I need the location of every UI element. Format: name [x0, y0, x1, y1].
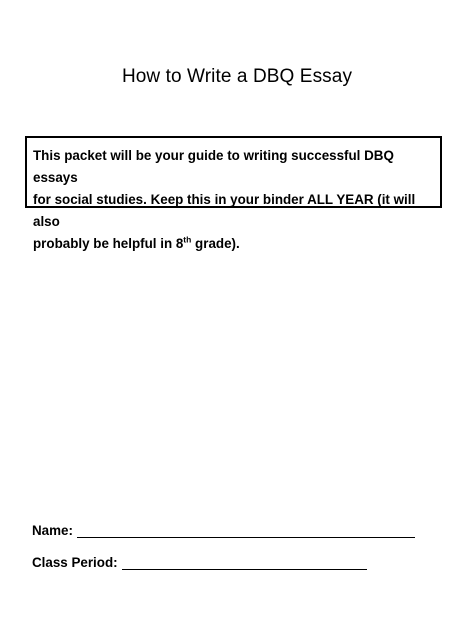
intro-box [25, 136, 442, 251]
ordinal-superscript: th [183, 234, 192, 245]
class-period-label: Class Period: [32, 555, 118, 570]
name-blank-line[interactable] [77, 523, 415, 538]
class-period-field [32, 555, 367, 570]
intro-line-3-end: grade). [191, 236, 240, 251]
name-label: Name: [32, 523, 73, 538]
name-field [32, 523, 415, 538]
class-period-blank-line[interactable] [122, 555, 367, 570]
page-title: How to Write a DBQ Essay [121, 66, 353, 87]
intro-line-2: for social studies. Keep this in your binder ALL YEAR (it will also [33, 192, 416, 229]
intro-line-1: This packet will be your guide to writing successful DBQ essays [33, 148, 394, 185]
intro-line-3 [33, 233, 434, 255]
intro-line-3-start: probably be helpful in 8 [33, 236, 184, 251]
